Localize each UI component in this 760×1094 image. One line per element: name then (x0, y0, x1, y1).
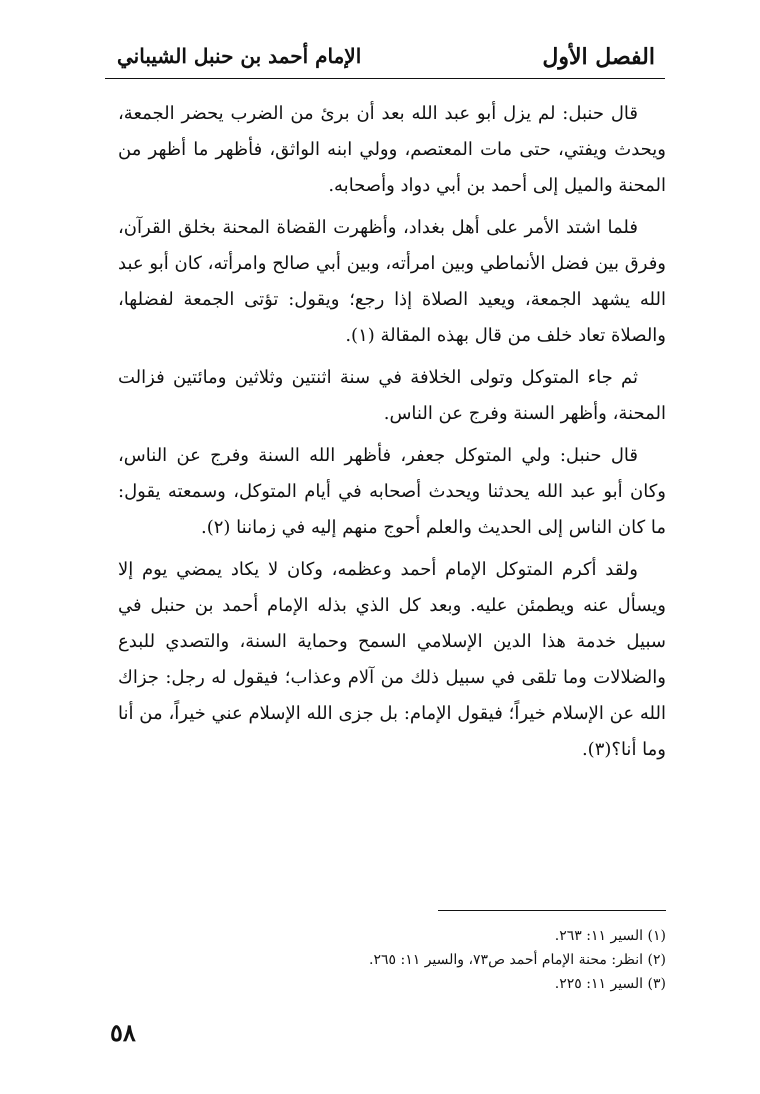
footnote-divider (438, 910, 666, 911)
paragraph: قال حنبل: ولي المتوكل جعفر، فأظهر الله السنة وفرج عن الناس، وكان أبو عبد الله يحدثنا ويحدث أصحابه في أيام المتوكل، وسمعته يقول: ما كان الناس إلى الحديث والعلم أحوج منهم إليه في زماننا (٢). (118, 445, 666, 538)
footnote: (٢) انظر: محنة الإمام أحمد ص٧٣، والسير ١١: ٢٦٥. (369, 952, 666, 968)
paragraph: فلما اشتد الأمر على أهل بغداد، وأظهرت القضاة المحنة بخلق القرآن، وفرق بين فضل الأنماطي وبين امرأته، وبين أبي صالح وامرأته، كان أبو عبد الله يشهد الجمعة، ويعيد الصلاة إذا رجع؛ ويقول: تؤتى الجمعة لفضلها، والصلاة تعاد خلف من قال بهذه المقالة (١). (118, 217, 666, 346)
paragraph: ثم جاء المتوكل وتولى الخلافة في سنة اثنتين وثلاثين ومائتين فزالت المحنة، وأظهر السنة وفرج عن الناس. (118, 367, 666, 424)
footnote: (١) السير ١١: ٢٦٣. (554, 928, 666, 944)
running-header (105, 42, 665, 78)
paragraph: ولقد أكرم المتوكل الإمام أحمد وعظمه، وكان لا يكاد يمضي يوم إلا ويسأل عنه ويطمئن عليه. وبعد كل الذي بذله الإمام أحمد بن حنبل في سبيل خدمة هذا الدين الإسلامي السمح وحماية السنة، والتصدي للبدع والضلالات وما تلقى في سبيل ذلك من آلام وعذاب؛ فيقول له رجل: جزاك الله عن الإسلام خيراً؛ فيقول الإمام: بل جزى الله الإسلام عني خيراً، من أنا وما أنا؟(٣). (118, 559, 666, 760)
footnote: (٣) السير ١١: ٢٢٥. (554, 976, 666, 992)
header-divider (105, 78, 665, 79)
book-title-heading: الإمام أحمد بن حنبل الشيباني (117, 44, 362, 68)
chapter-heading: الفصل الأول (542, 44, 655, 70)
paragraph: قال حنبل: لم يزل أبو عبد الله بعد أن برئ من الضرب يحضر الجمعة، ويحدث ويفتي، حتى مات المعتصم، وولي ابنه الواثق، فأظهر ما أظهر من المحنة والميل إلى أحمد بن أبي دواد وأصحابه. (118, 103, 666, 196)
footnotes (250, 924, 666, 996)
page-number: ٥٨ (110, 1018, 136, 1047)
main-text (118, 96, 666, 774)
